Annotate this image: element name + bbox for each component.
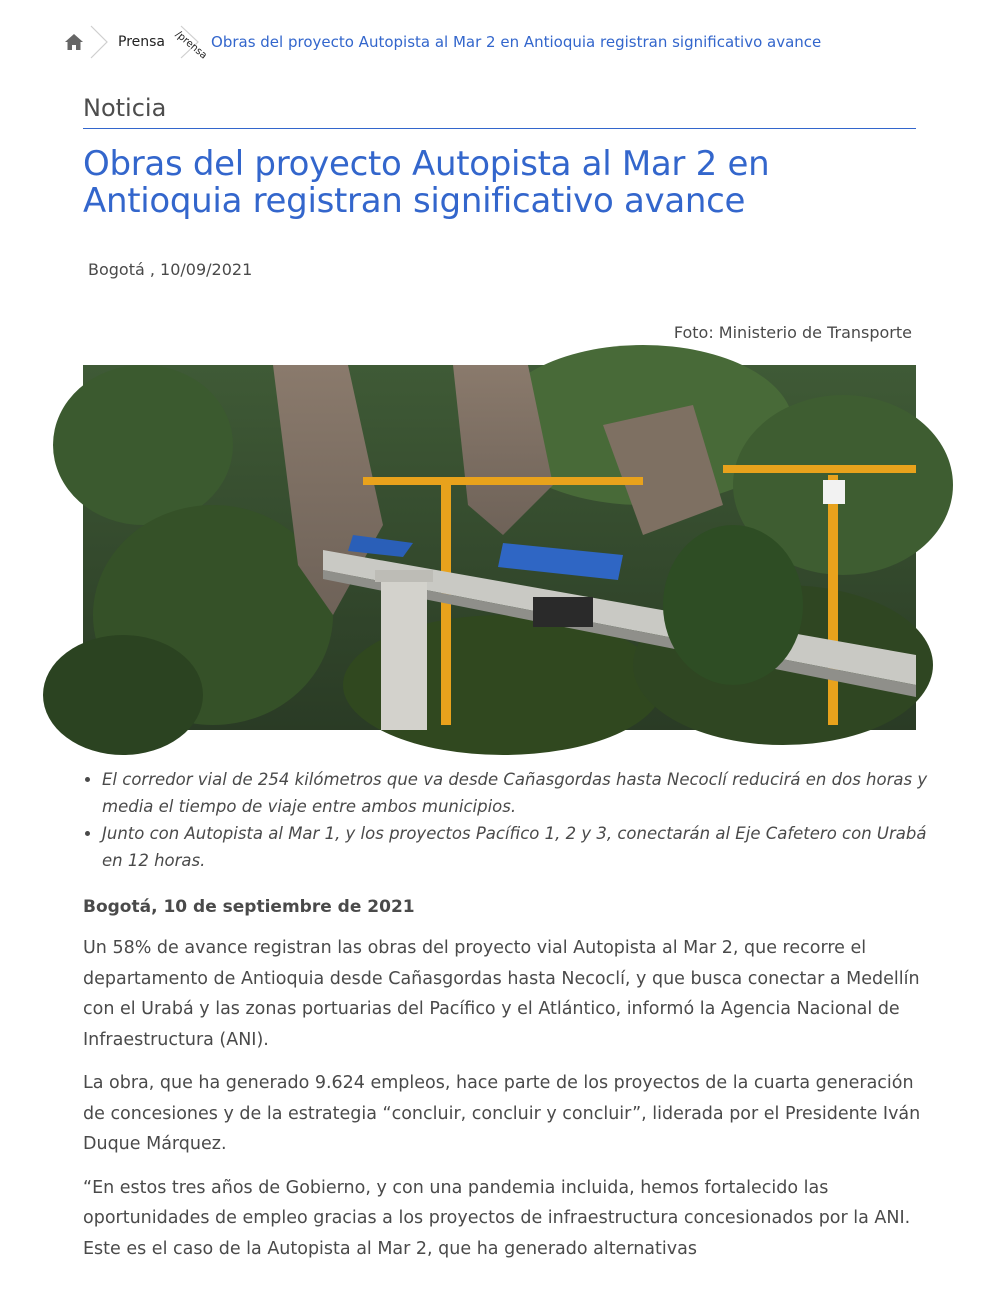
- section-divider: [83, 128, 916, 129]
- photo-credit: Foto: Ministerio de Transporte: [673, 323, 912, 342]
- breadcrumb-item-prensa-path[interactable]: [167, 24, 209, 62]
- highlight-item: • Junto con Autopista al Mar 1, y los proyectos Pacífico 1, 2 y 3, conectarán al Eje Cafetero con Urabá en 12 horas.: [102, 820, 942, 874]
- article-body: [83, 895, 923, 1277]
- article-highlights: [83, 766, 942, 874]
- home-icon[interactable]: [62, 30, 86, 54]
- article-title: Obras del proyecto Autopista al Mar 2 en Antioquia registran significativo avance: [83, 144, 770, 221]
- article-paragraph: “En estos tres años de Gobierno, y con una pandemia incluida, hemos fortalecido las oportunidades de empleo gracias a los proyectos de infraestructura concesionados por la ANI. Este es el caso de la Autopista al Mar 2, que ha generado alternativas: [83, 1177, 911, 1259]
- chevron-right-icon: [88, 24, 110, 60]
- article-dateline: Bogotá , 10/09/2021: [88, 260, 253, 279]
- article-paragraph: La obra, que ha generado 9.624 empleos, hace parte de los proyectos de la cuarta generación de concesiones y de la estrategia “concluir, concluir y concluir”, liderada por el Presidente Iván Duque Márquez.: [83, 1073, 921, 1154]
- article-lead: Bogotá, 10 de septiembre de 2021: [83, 897, 415, 917]
- bridge-construction-photo: [83, 365, 916, 730]
- highlight-item: • El corredor vial de 254 kilómetros que va desde Cañasgordas hasta Necoclí reducirá en dos horas y media el tiempo de viaje entre ambos municipios.: [102, 766, 942, 820]
- breadcrumb-item-prensa[interactable]: Prensa: [118, 34, 166, 50]
- breadcrumb: [62, 24, 821, 60]
- article-paragraph: Un 58% de avance registran las obras del proyecto vial Autopista al Mar 2, que recorre el departamento de Antioquia desde Cañasgordas hasta Necoclí, y que busca conectar a Medellín con el Urabá y las zonas portuarias del Pacífico y el Atlántico, informó la Agencia Nacional de Infraestructura (ANI).: [83, 938, 920, 1050]
- breadcrumb-item-prensa-path-label: /prensa: [173, 28, 209, 62]
- section-label: Noticia: [83, 94, 167, 122]
- breadcrumb-current[interactable]: Obras del proyecto Autopista al Mar 2 en Antioquia registran significativo avance: [211, 33, 822, 51]
